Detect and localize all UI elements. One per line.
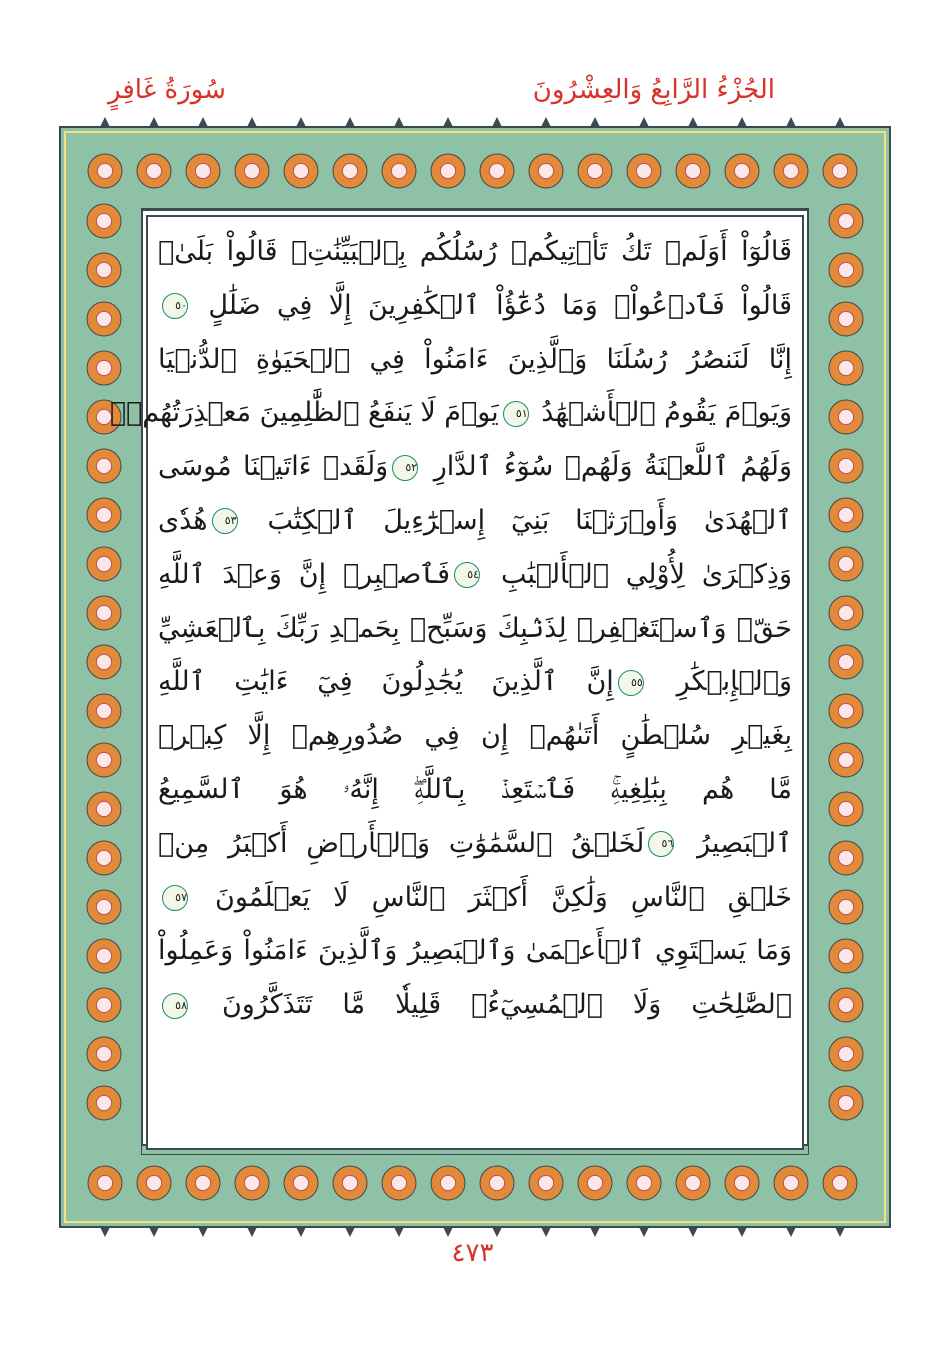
flower-icon xyxy=(538,1175,553,1190)
flower-icon xyxy=(342,1175,357,1190)
edge-tip-icon xyxy=(296,1227,306,1237)
edge-tip-icon xyxy=(394,1227,404,1237)
edge-tip-icon xyxy=(786,1227,796,1237)
flower-icon xyxy=(838,850,853,865)
flower-icon xyxy=(96,899,111,914)
flower-icon xyxy=(685,1175,700,1190)
verse-text: لَخَلۡقُ ٱلسَّمَٰوَٰتِ وَٱلۡأَرۡضِ أَكۡبَرُ مِنۡ xyxy=(158,827,645,859)
flower-icon xyxy=(734,1175,749,1190)
edge-tip-icon xyxy=(296,117,306,127)
juz-name: الجُزْءُ الرَّابِعُ وَالعِشْرُونَ xyxy=(532,75,775,105)
verse-line xyxy=(158,602,792,656)
verse-text: فَٱصۡبِرۡ إِنَّ وَعۡدَ ٱللَّهِ xyxy=(158,558,451,590)
flower-icon xyxy=(838,703,853,718)
edge-tip-icon xyxy=(443,1227,453,1237)
flower-icon xyxy=(489,163,504,178)
flower-icon xyxy=(96,654,111,669)
flower-icon xyxy=(146,1175,161,1190)
verse-line xyxy=(158,817,792,871)
flower-icon xyxy=(96,1095,111,1110)
flower-icon xyxy=(96,1046,111,1061)
edge-tip-icon xyxy=(639,117,649,127)
edge-tip-icon xyxy=(394,117,404,127)
flower-icon xyxy=(440,1175,455,1190)
flower-icon xyxy=(96,213,111,228)
verse-text: يَوۡمَ لَا يَنفَعُ ٱلظَّٰلِمِينَ مَعۡذِرَتُهُمۡۖ xyxy=(109,397,499,429)
verse-line xyxy=(158,440,792,494)
verse-text: هُدٗى xyxy=(158,504,208,536)
ayah-marker-icon: ٥٨ xyxy=(162,993,188,1019)
flower-icon xyxy=(391,163,406,178)
flower-icon xyxy=(636,163,651,178)
page-number: ٤٧٣ xyxy=(451,1238,494,1268)
flower-icon xyxy=(96,605,111,620)
edge-tip-icon xyxy=(590,117,600,127)
flower-icon xyxy=(734,163,749,178)
edge-tip-icon xyxy=(639,1227,649,1237)
flower-icon xyxy=(96,556,111,571)
flower-icon xyxy=(636,1175,651,1190)
flower-icon xyxy=(838,1046,853,1061)
flower-icon xyxy=(838,262,853,277)
verse-text: إِنَّ ٱلَّذِينَ يُجَٰدِلُونَ فِيٓ ءَايَٰتِ ٱللَّهِ xyxy=(158,666,614,698)
flower-icon xyxy=(96,360,111,375)
flower-icon xyxy=(838,507,853,522)
flower-icon xyxy=(96,997,111,1012)
flower-icon xyxy=(96,458,111,473)
edge-tip-icon xyxy=(835,1227,845,1237)
flower-icon xyxy=(783,163,798,178)
verse-text: ٱلۡهُدَىٰ وَأَوۡرَثۡنَا بَنِيٓ إِسۡرَٰٓءِيلَ ٱلۡكِتَٰبَ xyxy=(241,504,792,536)
flower-icon xyxy=(96,752,111,767)
ayah-marker-icon: ٥٥ xyxy=(618,670,644,696)
verse-text: بِغَيۡرِ سُلۡطَٰنٍ أَتَىٰهُمۡ إِن فِي صُدُورِهِمۡ إِلَّا كِبۡرٞ xyxy=(158,720,792,752)
flower-icon xyxy=(838,458,853,473)
verse-text: وَٱلۡإِبۡكَٰرِ xyxy=(647,666,792,698)
flower-icon xyxy=(96,311,111,326)
ayah-marker-icon: ٥٧ xyxy=(162,885,188,911)
flower-icon xyxy=(838,899,853,914)
edge-tip-icon xyxy=(786,117,796,127)
flower-icon xyxy=(244,163,259,178)
flower-icon xyxy=(838,801,853,816)
flower-icon xyxy=(685,163,700,178)
edge-tip-icon xyxy=(247,117,257,127)
edge-tip-icon xyxy=(737,1227,747,1237)
flower-icon xyxy=(195,1175,210,1190)
flower-icon xyxy=(391,1175,406,1190)
flower-icon xyxy=(96,262,111,277)
ayah-marker-icon: ٥١ xyxy=(503,401,529,427)
edge-tip-icon xyxy=(345,1227,355,1237)
flower-icon xyxy=(838,360,853,375)
verse-text: وَيَوۡمَ يَقُومُ ٱلۡأَشۡهَٰدُ xyxy=(532,397,792,429)
ayah-marker-icon: ٥٦ xyxy=(648,831,674,857)
edge-tip-icon xyxy=(100,1227,110,1237)
verse-text: مَّا هُم بِبَٰلِغِيهِۚ فَٱسۡتَعِذۡ بِٱللَّهِۖ إِنَّهُۥ هُوَ ٱلسَّمِيعُ xyxy=(158,773,792,805)
verse-line xyxy=(158,709,792,763)
verse-line xyxy=(158,279,792,333)
flower-icon xyxy=(838,605,853,620)
edge-tip-icon xyxy=(737,117,747,127)
edge-tip-icon xyxy=(247,1227,257,1237)
edge-tip-icon xyxy=(541,1227,551,1237)
flower-icon xyxy=(838,654,853,669)
edge-tip-icon xyxy=(198,117,208,127)
edge-tip-icon xyxy=(688,1227,698,1237)
flower-icon xyxy=(832,1175,847,1190)
flower-icon xyxy=(96,850,111,865)
edge-tip-icon xyxy=(835,117,845,127)
flower-icon xyxy=(783,1175,798,1190)
edge-tip-icon xyxy=(198,1227,208,1237)
ayah-marker-icon: ٥٠ xyxy=(162,293,188,319)
verse-line xyxy=(158,871,792,925)
flower-icon xyxy=(838,948,853,963)
verse-text: وَلَقَدۡ ءَاتَيۡنَا مُوسَى xyxy=(158,451,389,483)
verse-text: وَمَا يَسۡتَوِي ٱلۡأَعۡمَىٰ وَٱلۡبَصِيرُ وَٱلَّذِينَ ءَامَنُواْ وَعَمِلُواْ xyxy=(158,935,792,967)
verse-line xyxy=(109,386,792,440)
flower-icon xyxy=(244,1175,259,1190)
flower-icon xyxy=(195,163,210,178)
quran-text-block xyxy=(109,215,804,1150)
flower-icon xyxy=(293,1175,308,1190)
verse-text: ٱلۡبَصِيرُ xyxy=(678,827,792,859)
flower-icon xyxy=(489,1175,504,1190)
ayah-marker-icon: ٥٤ xyxy=(454,562,480,588)
flower-icon xyxy=(587,163,602,178)
edge-tip-icon xyxy=(688,117,698,127)
verse-line xyxy=(158,655,792,709)
edge-tip-icon xyxy=(149,117,159,127)
flower-icon xyxy=(838,213,853,228)
flower-icon xyxy=(96,703,111,718)
flower-icon xyxy=(146,163,161,178)
edge-tip-icon xyxy=(100,117,110,127)
flower-icon xyxy=(832,163,847,178)
verse-text: حَقّٞ وَٱسۡتَغۡفِرۡ لِذَنۢبِكَ وَسَبِّحۡ بِحَمۡدِ رَبِّكَ بِٱلۡعَشِيِّ xyxy=(158,612,792,644)
edge-tip-icon xyxy=(345,117,355,127)
verse-text: قَالُوٓاْ أَوَلَمۡ تَكُ تَأۡتِيكُمۡ رُسُلُكُم بِٱلۡبَيِّنَٰتِۖ قَالُواْ بَلَىٰۚ xyxy=(158,236,792,267)
surah-name: سُورَةُ غَافِرٍ xyxy=(108,75,226,105)
verse-text: إِنَّا لَنَنصُرُ رُسُلَنَا وَٱلَّذِينَ ءَامَنُواْ فِي ٱلۡحَيَوٰةِ ٱلدُّنۡيَا xyxy=(158,343,792,375)
edge-tip-icon xyxy=(492,1227,502,1237)
flower-icon xyxy=(587,1175,602,1190)
flower-icon xyxy=(838,1095,853,1110)
flower-icon xyxy=(97,163,112,178)
verse-text: وَلَهُمُ ٱللَّعۡنَةُ وَلَهُمۡ سُوٓءُ ٱلدَّارِ xyxy=(422,451,792,483)
verse-text: ٱلصَّٰلِحَٰتِ وَلَا ٱلۡمُسِيٓءُۚ قَلِيلٗا مَّا تَتَذَكَّرُونَ xyxy=(192,989,792,1021)
verse-text: خَلۡقِ ٱلنَّاسِ وَلَٰكِنَّ أَكۡثَرَ ٱلنَّاسِ لَا يَعۡلَمُونَ xyxy=(192,881,792,913)
flower-icon xyxy=(838,556,853,571)
edge-tip-icon xyxy=(541,117,551,127)
verse-line xyxy=(158,763,792,817)
flower-icon xyxy=(96,948,111,963)
flower-icon xyxy=(838,311,853,326)
flower-icon xyxy=(293,163,308,178)
edge-tip-icon xyxy=(590,1227,600,1237)
verse-line xyxy=(158,494,792,548)
flower-icon xyxy=(838,997,853,1012)
verse-text: قَالُواْ فَٱدۡعُواْۗ وَمَا دُعَٰٓؤُاْ ٱلۡكَٰفِرِينَ إِلَّا فِي ضَلَٰلٍ xyxy=(192,289,792,321)
flower-icon xyxy=(838,409,853,424)
edge-tip-icon xyxy=(492,117,502,127)
verse-line xyxy=(158,978,792,1032)
edge-tip-icon xyxy=(149,1227,159,1237)
edge-tip-icon xyxy=(443,117,453,127)
flower-icon xyxy=(538,163,553,178)
flower-icon xyxy=(96,507,111,522)
flower-icon xyxy=(96,801,111,816)
ayah-marker-icon: ٥٢ xyxy=(392,455,418,481)
verse-line xyxy=(158,333,792,387)
ayah-marker-icon: ٥٣ xyxy=(212,508,238,534)
flower-icon xyxy=(440,163,455,178)
flower-icon xyxy=(342,163,357,178)
verse-line xyxy=(158,225,792,279)
verse-line xyxy=(158,924,792,978)
flower-icon xyxy=(838,752,853,767)
verse-text: وَذِكۡرَىٰ لِأُوْلِي ٱلۡأَلۡبَٰبِ xyxy=(484,558,792,590)
verse-line xyxy=(158,548,792,602)
flower-icon xyxy=(97,1175,112,1190)
